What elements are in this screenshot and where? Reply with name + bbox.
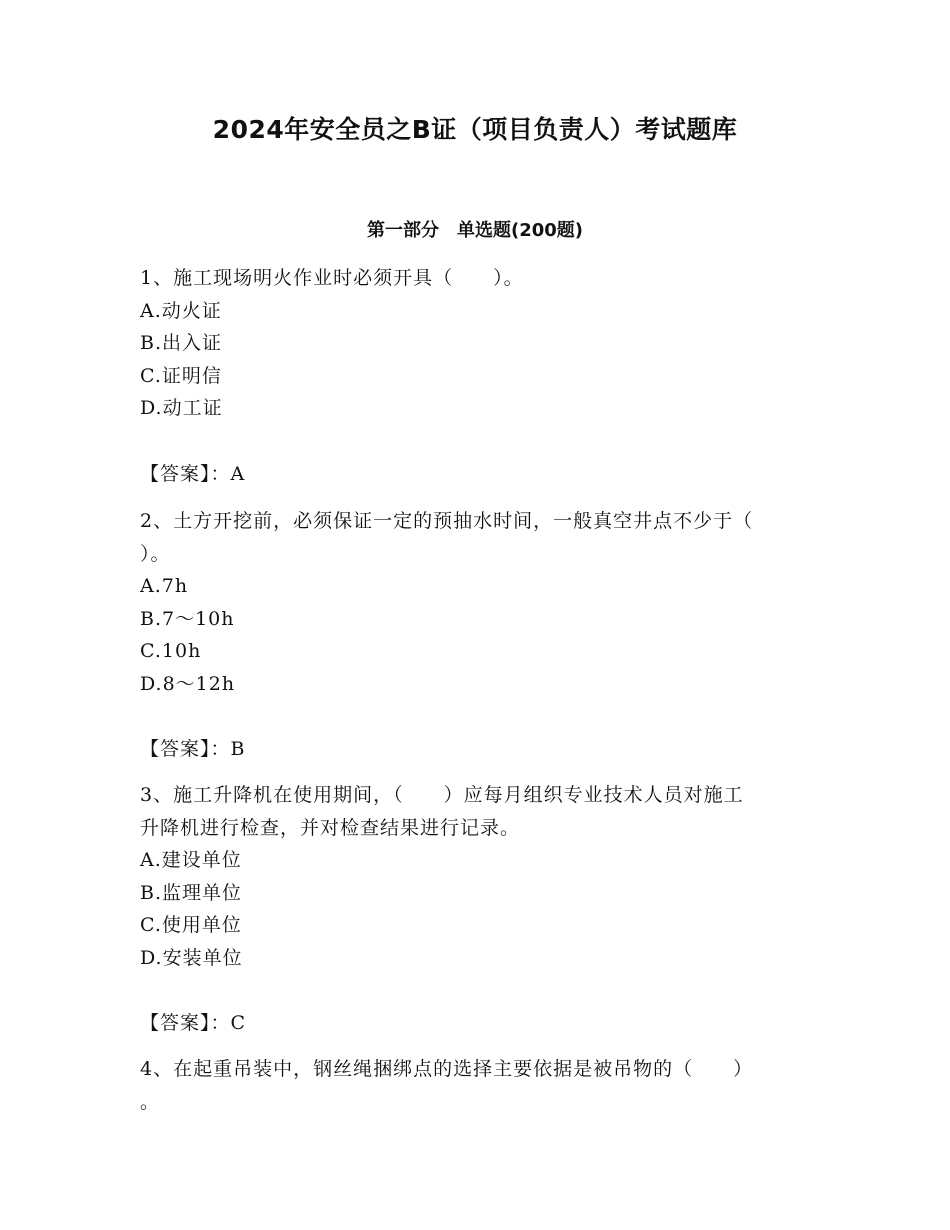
answer-line: 【答案】：C xyxy=(140,1012,247,1034)
option-d: D.安装单位 xyxy=(140,946,243,969)
question-stem: 3、施工升降机在使用期间，（ ）应每月组织专业技术人员对施工 xyxy=(140,784,744,806)
question-2 xyxy=(140,505,810,766)
answer-line: 【答案】：A xyxy=(140,462,246,485)
option-b: B.7～10h xyxy=(140,607,235,630)
option-d: D.动工证 xyxy=(140,397,223,419)
question-stem: 1、施工现场明火作业时必须开具（ ）。 xyxy=(140,267,524,289)
option-b: B.出入证 xyxy=(140,332,223,354)
question-stem-continued: 。 xyxy=(140,1090,161,1113)
question-stem: 4、在起重吊装中，钢丝绳捆绑点的选择主要依据是被吊物的（ ） xyxy=(140,1058,754,1080)
question-stem-continued: ）。 xyxy=(140,542,171,565)
question-stem: 2、土方开挖前，必须保证一定的预抽水时间，一般真空井点不少于（ xyxy=(140,510,754,532)
option-a: A.动火证 xyxy=(140,299,222,322)
question-3 xyxy=(140,779,810,1040)
question-1 xyxy=(140,262,810,490)
question-4 xyxy=(140,1053,810,1118)
option-c: C.证明信 xyxy=(140,364,222,387)
option-c: C.使用单位 xyxy=(140,914,242,936)
document-title: 2024年安全员之B证（项目负责人）考试题库 xyxy=(212,115,738,144)
question-stem-continued: 升降机进行检查，并对检查结果进行记录。 xyxy=(140,816,521,839)
section-heading: 第一部分 单选题(200题) xyxy=(366,220,584,241)
option-c: C.10h xyxy=(140,640,202,662)
option-d: D.8～12h xyxy=(140,672,236,695)
answer-line: 【答案】：B xyxy=(140,738,246,760)
option-a: A.7h xyxy=(140,575,189,597)
option-b: B.监理单位 xyxy=(140,881,243,904)
option-a: A.建设单位 xyxy=(140,849,242,871)
